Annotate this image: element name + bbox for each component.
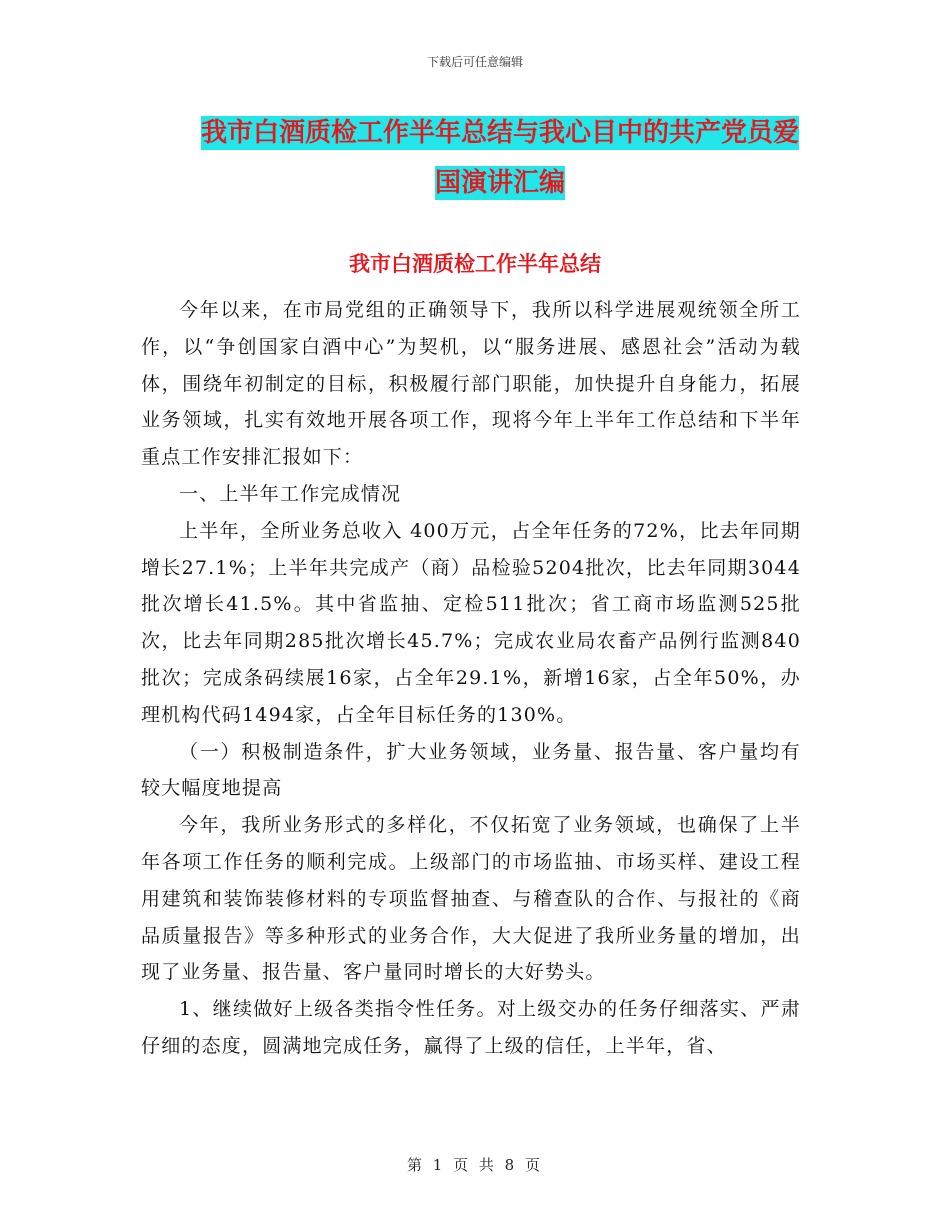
section-title: 我市白酒质检工作半年总结 bbox=[349, 252, 601, 276]
main-title-line-1: 我市白酒质检工作半年总结与我心目中的共产党员爱 bbox=[200, 118, 799, 148]
paragraph: （一）积极制造条件，扩大业务领域，业务量、报告量、客户量均有较大幅度地提高 bbox=[141, 740, 801, 800]
main-title bbox=[160, 108, 840, 208]
body-text bbox=[141, 292, 801, 1065]
paragraph: 今年，我所业务形式的多样化，不仅拓宽了业务领域，也确保了上半年各项工作任务的顺利完成。上级部门的市场监抽、市场买样、建设工程用建筑和装饰装修材料的专项监督抽查、与稽查队的合作、与报社的《商品质量报告》等多种形式的业务合作，大大促进了我所业务量的增加，出现了业务量、报告量、客户量同时增长的大好势头。 bbox=[141, 814, 801, 984]
paragraph: 一、上半年工作完成情况 bbox=[179, 482, 402, 505]
paragraph: 上半年，全所业务总收入 400万元，占全年任务的72%，比去年同期增长27.1%；上半年共完成产（商）品检验5204批次，比去年同期3044批次增长41.5%。其中省监抽、定检511批次；省工商市场监测525批次，比去年同期285批次增长45.7%；完成农业局农畜产品例行监测840批次；完成条码续展16家，占全年29.1%，新增16家，占全年50%，办理机构代码1494家，占全年目标任务的130%。 bbox=[141, 519, 801, 726]
paragraph: 今年以来，在市局党组的正确领导下，我所以科学进展观统领全所工作，以“争创国家白酒中心”为契机，以“服务进展、感恩社会”活动为载体，围绕年初制定的目标，积极履行部门职能，加快提升自身能力，拓展业务领域，扎实有效地开展各项工作，现将今年上半年工作总结和下半年重点工作安排汇报如下： bbox=[141, 299, 801, 469]
paragraph: 1、继续做好上级各类指令性任务。对上级交办的任务仔细落实、严肃仔细的态度，圆满地完成任务，赢得了上级的信任，上半年，省、 bbox=[141, 998, 801, 1057]
header-note: 下载后可任意编辑 bbox=[426, 55, 523, 69]
page-footer: 第 1 页 共 8 页 bbox=[407, 1156, 543, 1174]
main-title-line-2: 国演讲汇编 bbox=[434, 168, 565, 198]
